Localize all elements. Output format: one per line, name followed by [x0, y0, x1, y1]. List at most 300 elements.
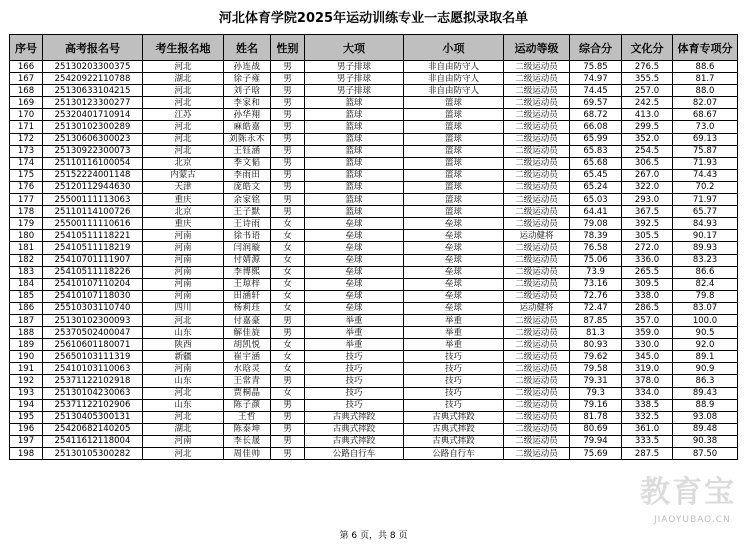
cell-event-category: 技巧	[305, 375, 404, 387]
cell-sport-score: 90.9	[673, 363, 738, 375]
cell-gender: 男	[271, 411, 305, 423]
cell-event-item: 篮球	[404, 206, 504, 218]
cell-gender: 男	[271, 181, 305, 193]
cell-name: 闫润璇	[224, 242, 271, 254]
cell-total-score: 79.94	[570, 435, 622, 447]
cell-seq: 173	[10, 145, 43, 157]
cell-seq: 196	[10, 423, 43, 435]
cell-athlete-level: 二级运动员	[504, 121, 570, 133]
cell-gender: 女	[271, 351, 305, 363]
cell-culture-score: 352.0	[622, 133, 673, 145]
cell-culture-score: 254.5	[622, 145, 673, 157]
cell-total-score: 73.16	[570, 278, 622, 290]
cell-athlete-level: 二级运动员	[504, 339, 570, 351]
cell-gender: 女	[271, 218, 305, 230]
cell-athlete-level: 二级运动员	[504, 181, 570, 193]
cell-total-score: 76.58	[570, 242, 622, 254]
table-row	[10, 121, 738, 133]
cell-gender: 男	[271, 133, 305, 145]
cell-athlete-level: 二级运动员	[504, 109, 570, 121]
cell-event-category: 篮球	[305, 194, 404, 206]
cell-name: 水晗灵	[224, 363, 271, 375]
table-row	[10, 230, 738, 242]
cell-event-category: 男子排球	[305, 85, 404, 97]
cell-event-item: 篮球	[404, 133, 504, 145]
cell-exam-number: 25130102300289	[43, 121, 143, 133]
cell-athlete-level: 二级运动员	[504, 387, 570, 399]
cell-sport-score: 82.4	[673, 278, 738, 290]
cell-gender: 男	[271, 97, 305, 109]
cell-sport-score: 75.87	[673, 145, 738, 157]
cell-culture-score: 338.0	[622, 290, 673, 302]
cell-region: 河北	[143, 145, 224, 157]
cell-event-item: 垒球	[404, 278, 504, 290]
cell-gender: 男	[271, 423, 305, 435]
cell-event-category: 垒球	[305, 302, 404, 314]
cell-athlete-level: 二级运动员	[504, 157, 570, 169]
cell-total-score: 75.69	[570, 448, 622, 460]
cell-exam-number: 25130123300277	[43, 97, 143, 109]
table-row	[10, 411, 738, 423]
cell-gender: 男	[271, 435, 305, 447]
column-header-sport-score: 体育专项分	[673, 35, 738, 61]
cell-exam-number: 25650103111319	[43, 351, 143, 363]
cell-event-item: 技巧	[404, 387, 504, 399]
cell-total-score: 72.76	[570, 290, 622, 302]
cell-exam-number: 25410107118030	[43, 290, 143, 302]
cell-sport-score: 88.0	[673, 85, 738, 97]
cell-name: 李家和	[224, 97, 271, 109]
cell-total-score: 65.83	[570, 145, 622, 157]
cell-athlete-level: 二级运动员	[504, 218, 570, 230]
cell-culture-score: 309.5	[622, 278, 673, 290]
cell-region: 河南	[143, 254, 224, 266]
cell-region: 河北	[143, 121, 224, 133]
cell-exam-number: 25610601180071	[43, 339, 143, 351]
cell-sport-score: 84.93	[673, 218, 738, 230]
cell-region: 河北	[143, 85, 224, 97]
table-row	[10, 302, 738, 314]
cell-exam-number: 25130102300093	[43, 314, 143, 326]
table-row	[10, 97, 738, 109]
cell-event-item: 古典式摔跤	[404, 423, 504, 435]
cell-exam-number: 25410511118226	[43, 266, 143, 278]
cell-athlete-level: 二级运动员	[504, 169, 570, 181]
cell-athlete-level: 二级运动员	[504, 73, 570, 85]
cell-exam-number: 25500111110616	[43, 218, 143, 230]
cell-exam-number: 25510303110740	[43, 302, 143, 314]
cell-gender: 女	[271, 302, 305, 314]
table-row	[10, 242, 738, 254]
cell-event-item: 举重	[404, 314, 504, 326]
cell-athlete-level: 二级运动员	[504, 242, 570, 254]
cell-region: 天津	[143, 181, 224, 193]
cell-gender: 男	[271, 85, 305, 97]
cell-region: 江苏	[143, 109, 224, 121]
cell-sport-score: 89.1	[673, 351, 738, 363]
cell-sport-score: 89.43	[673, 387, 738, 399]
cell-athlete-level: 二级运动员	[504, 327, 570, 339]
cell-event-item: 垒球	[404, 218, 504, 230]
table-row	[10, 206, 738, 218]
cell-event-item: 技巧	[404, 399, 504, 411]
cell-seq: 189	[10, 339, 43, 351]
cell-gender: 男	[271, 61, 305, 73]
cell-event-category: 举重	[305, 339, 404, 351]
cell-sport-score: 90.17	[673, 230, 738, 242]
cell-seq: 180	[10, 230, 43, 242]
cell-seq: 188	[10, 327, 43, 339]
table-row	[10, 194, 738, 206]
cell-sport-score: 87.50	[673, 448, 738, 460]
cell-gender: 男	[271, 109, 305, 121]
watermark-text: 教育宝	[640, 475, 736, 510]
cell-sport-score: 92.0	[673, 339, 738, 351]
cell-region: 河北	[143, 314, 224, 326]
cell-culture-score: 413.0	[622, 109, 673, 121]
column-header-culture-score: 文化分	[622, 35, 673, 61]
cell-seq: 195	[10, 411, 43, 423]
cell-event-category: 男子排球	[305, 61, 404, 73]
cell-culture-score: 305.5	[622, 230, 673, 242]
cell-event-item: 篮球	[404, 121, 504, 133]
cell-name: 刘子晗	[224, 85, 271, 97]
cell-event-item: 垒球	[404, 266, 504, 278]
cell-region: 河北	[143, 133, 224, 145]
cell-name: 庞皓文	[224, 181, 271, 193]
cell-region: 重庆	[143, 218, 224, 230]
cell-gender: 男	[271, 314, 305, 326]
cell-gender: 女	[271, 242, 305, 254]
cell-event-category: 篮球	[305, 109, 404, 121]
cell-event-category: 技巧	[305, 351, 404, 363]
cell-event-item: 垒球	[404, 254, 504, 266]
cell-region: 河南	[143, 435, 224, 447]
cell-exam-number: 25120112944630	[43, 181, 143, 193]
cell-name: 付婧源	[224, 254, 271, 266]
cell-gender: 男	[271, 145, 305, 157]
cell-seq: 174	[10, 157, 43, 169]
cell-athlete-level: 二级运动员	[504, 133, 570, 145]
cell-region: 河北	[143, 448, 224, 460]
cell-total-score: 64.41	[570, 206, 622, 218]
cell-exam-number: 25500111113063	[43, 194, 143, 206]
cell-sport-score: 65.77	[673, 206, 738, 218]
column-header-athlete-level: 运动等级	[504, 35, 570, 61]
cell-gender: 男	[271, 121, 305, 133]
cell-event-category: 篮球	[305, 121, 404, 133]
cell-culture-score: 392.5	[622, 218, 673, 230]
table-row	[10, 218, 738, 230]
cell-exam-number: 25320401710914	[43, 109, 143, 121]
cell-sport-score: 86.6	[673, 266, 738, 278]
cell-event-category: 篮球	[305, 181, 404, 193]
cell-culture-score: 330.0	[622, 339, 673, 351]
cell-region: 北京	[143, 157, 224, 169]
cell-gender: 女	[271, 339, 305, 351]
cell-name: 孙连战	[224, 61, 271, 73]
cell-sport-score: 82.07	[673, 97, 738, 109]
cell-region: 北京	[143, 206, 224, 218]
cell-culture-score: 355.5	[622, 73, 673, 85]
cell-event-category: 篮球	[305, 97, 404, 109]
cell-exam-number: 25411612118004	[43, 435, 143, 447]
cell-sport-score: 88.9	[673, 399, 738, 411]
cell-exam-number: 25370502400047	[43, 327, 143, 339]
cell-gender: 男	[271, 73, 305, 85]
table-row	[10, 169, 738, 181]
cell-event-category: 垒球	[305, 290, 404, 302]
cell-seq: 167	[10, 73, 43, 85]
cell-athlete-level: 二级运动员	[504, 194, 570, 206]
table-row	[10, 73, 738, 85]
table-row	[10, 181, 738, 193]
cell-gender: 女	[271, 387, 305, 399]
cell-total-score: 72.47	[570, 302, 622, 314]
cell-total-score: 66.08	[570, 121, 622, 133]
cell-event-item: 篮球	[404, 97, 504, 109]
cell-name: 徐书语	[224, 230, 271, 242]
cell-athlete-level: 二级运动员	[504, 206, 570, 218]
cell-athlete-level: 二级运动员	[504, 363, 570, 375]
cell-seq: 183	[10, 266, 43, 278]
cell-event-category: 垒球	[305, 242, 404, 254]
cell-sport-score: 81.7	[673, 73, 738, 85]
cell-athlete-level: 二级运动员	[504, 423, 570, 435]
cell-gender: 女	[271, 363, 305, 375]
cell-culture-score: 338.5	[622, 399, 673, 411]
cell-culture-score: 299.5	[622, 121, 673, 133]
cell-seq: 175	[10, 169, 43, 181]
cell-total-score: 80.69	[570, 423, 622, 435]
table-row	[10, 351, 738, 363]
cell-region: 河北	[143, 411, 224, 423]
cell-name: 李博熙	[224, 266, 271, 278]
cell-culture-score: 267.0	[622, 169, 673, 181]
cell-gender: 男	[271, 375, 305, 387]
cell-exam-number: 25130633104215	[43, 85, 143, 97]
cell-region: 山东	[143, 327, 224, 339]
cell-event-item: 技巧	[404, 363, 504, 375]
cell-region: 山东	[143, 375, 224, 387]
cell-athlete-level: 二级运动员	[504, 266, 570, 278]
cell-exam-number: 25110114100726	[43, 206, 143, 218]
cell-seq: 179	[10, 218, 43, 230]
cell-event-category: 垒球	[305, 266, 404, 278]
cell-name: 付嘉豪	[224, 314, 271, 326]
cell-event-item: 非自由防守人	[404, 85, 504, 97]
cell-culture-score: 357.0	[622, 314, 673, 326]
cell-region: 湖北	[143, 423, 224, 435]
cell-region: 河南	[143, 230, 224, 242]
cell-athlete-level: 二级运动员	[504, 97, 570, 109]
cell-sport-score: 93.08	[673, 411, 738, 423]
cell-total-score: 65.99	[570, 133, 622, 145]
cell-culture-score: 287.5	[622, 448, 673, 460]
cell-region: 河北	[143, 97, 224, 109]
table-row	[10, 423, 738, 435]
cell-culture-score: 265.5	[622, 266, 673, 278]
table-row	[10, 435, 738, 447]
cell-name: 杨莉珏	[224, 302, 271, 314]
cell-event-category: 篮球	[305, 145, 404, 157]
cell-sport-score: 90.5	[673, 327, 738, 339]
cell-exam-number: 25410701111907	[43, 254, 143, 266]
cell-region: 重庆	[143, 194, 224, 206]
cell-culture-score: 276.5	[622, 61, 673, 73]
cell-sport-score: 74.43	[673, 169, 738, 181]
cell-exam-number: 25130606300023	[43, 133, 143, 145]
cell-seq: 168	[10, 85, 43, 97]
cell-athlete-level: 二级运动员	[504, 411, 570, 423]
cell-name: 麻皓嘉	[224, 121, 271, 133]
cell-athlete-level: 二级运动员	[504, 351, 570, 363]
cell-name: 王子默	[224, 206, 271, 218]
cell-exam-number: 25130105300282	[43, 448, 143, 460]
cell-seq: 198	[10, 448, 43, 460]
cell-total-score: 74.97	[570, 73, 622, 85]
table-row	[10, 61, 738, 73]
cell-seq: 172	[10, 133, 43, 145]
cell-gender: 男	[271, 157, 305, 169]
cell-name: 贾桐晶	[224, 387, 271, 399]
cell-event-item: 垒球	[404, 302, 504, 314]
cell-region: 河南	[143, 266, 224, 278]
cell-culture-score: 293.0	[622, 194, 673, 206]
cell-culture-score: 306.5	[622, 157, 673, 169]
cell-seq: 176	[10, 181, 43, 193]
cell-sport-score: 100.0	[673, 314, 738, 326]
cell-event-item: 古典式摔跤	[404, 411, 504, 423]
cell-region: 新疆	[143, 351, 224, 363]
cell-event-item: 篮球	[404, 145, 504, 157]
table-row	[10, 290, 738, 302]
cell-event-category: 举重	[305, 327, 404, 339]
cell-exam-number: 25371122102906	[43, 399, 143, 411]
cell-seq: 186	[10, 302, 43, 314]
cell-seq: 190	[10, 351, 43, 363]
cell-total-score: 69.57	[570, 97, 622, 109]
cell-total-score: 80.93	[570, 339, 622, 351]
cell-event-item: 公路自行车	[404, 448, 504, 460]
column-header-exam-number: 高考报名号	[43, 35, 143, 61]
cell-event-item: 技巧	[404, 375, 504, 387]
cell-culture-score: 333.5	[622, 435, 673, 447]
cell-event-category: 古典式摔跤	[305, 435, 404, 447]
cell-event-item: 举重	[404, 339, 504, 351]
cell-total-score: 74.45	[570, 85, 622, 97]
cell-name: 王琼梓	[224, 278, 271, 290]
cell-event-item: 非自由防守人	[404, 61, 504, 73]
cell-athlete-level: 二级运动员	[504, 254, 570, 266]
cell-exam-number: 25410511118219	[43, 242, 143, 254]
cell-event-item: 垒球	[404, 242, 504, 254]
cell-culture-score: 257.0	[622, 85, 673, 97]
column-header-gender: 性别	[271, 35, 305, 61]
cell-sport-score: 90.38	[673, 435, 738, 447]
cell-event-item: 垒球	[404, 230, 504, 242]
cell-event-category: 垒球	[305, 230, 404, 242]
cell-sport-score: 86.3	[673, 375, 738, 387]
cell-culture-score: 334.0	[622, 387, 673, 399]
cell-event-category: 古典式摔跤	[305, 423, 404, 435]
table-header	[10, 35, 738, 61]
cell-gender: 女	[271, 254, 305, 266]
cell-culture-score: 378.0	[622, 375, 673, 387]
cell-culture-score: 367.5	[622, 206, 673, 218]
cell-name: 王常青	[224, 375, 271, 387]
table-row	[10, 339, 738, 351]
cell-athlete-level: 运动健将	[504, 230, 570, 242]
cell-name: 陈泰坤	[224, 423, 271, 435]
cell-region: 河南	[143, 278, 224, 290]
cell-total-score: 73.9	[570, 266, 622, 278]
cell-athlete-level: 二级运动员	[504, 375, 570, 387]
cell-total-score: 75.85	[570, 61, 622, 73]
watermark-logo	[640, 467, 740, 531]
cell-event-category: 篮球	[305, 206, 404, 218]
cell-event-category: 篮球	[305, 157, 404, 169]
cell-exam-number: 25420682140205	[43, 423, 143, 435]
cell-gender: 女	[271, 278, 305, 290]
cell-event-category: 男子排球	[305, 73, 404, 85]
table-row	[10, 145, 738, 157]
cell-gender: 女	[271, 290, 305, 302]
column-header-total-score: 综合分	[570, 35, 622, 61]
cell-seq: 177	[10, 194, 43, 206]
cell-culture-score: 322.0	[622, 181, 673, 193]
cell-seq: 187	[10, 314, 43, 326]
cell-region: 山东	[143, 399, 224, 411]
table-row	[10, 133, 738, 145]
cell-athlete-level: 运动健将	[504, 302, 570, 314]
cell-event-category: 篮球	[305, 169, 404, 181]
cell-total-score: 79.3	[570, 387, 622, 399]
cell-name: 王钰涵	[224, 145, 271, 157]
cell-athlete-level: 二级运动员	[504, 399, 570, 411]
cell-seq: 193	[10, 387, 43, 399]
cell-event-category: 技巧	[305, 387, 404, 399]
cell-name: 王诗雨	[224, 218, 271, 230]
cell-region: 河南	[143, 363, 224, 375]
cell-name: 胡凯悦	[224, 339, 271, 351]
cell-region: 河北	[143, 61, 224, 73]
table-row	[10, 314, 738, 326]
cell-event-item: 篮球	[404, 181, 504, 193]
cell-name: 解佳旋	[224, 327, 271, 339]
cell-event-category: 篮球	[305, 133, 404, 145]
cell-event-category: 技巧	[305, 363, 404, 375]
cell-event-category: 举重	[305, 314, 404, 326]
cell-total-score: 79.08	[570, 218, 622, 230]
cell-sport-score: 71.97	[673, 194, 738, 206]
cell-event-item: 举重	[404, 327, 504, 339]
cell-exam-number: 25130405300131	[43, 411, 143, 423]
cell-exam-number: 25110116100054	[43, 157, 143, 169]
cell-seq: 171	[10, 121, 43, 133]
table-row	[10, 254, 738, 266]
table-row	[10, 375, 738, 387]
cell-athlete-level: 二级运动员	[504, 61, 570, 73]
cell-event-category: 垒球	[305, 218, 404, 230]
cell-name: 余家铭	[224, 194, 271, 206]
table-row	[10, 363, 738, 375]
cell-event-category: 垒球	[305, 254, 404, 266]
cell-gender: 女	[271, 230, 305, 242]
table-row	[10, 266, 738, 278]
cell-name: 李雨田	[224, 169, 271, 181]
cell-seq: 182	[10, 254, 43, 266]
